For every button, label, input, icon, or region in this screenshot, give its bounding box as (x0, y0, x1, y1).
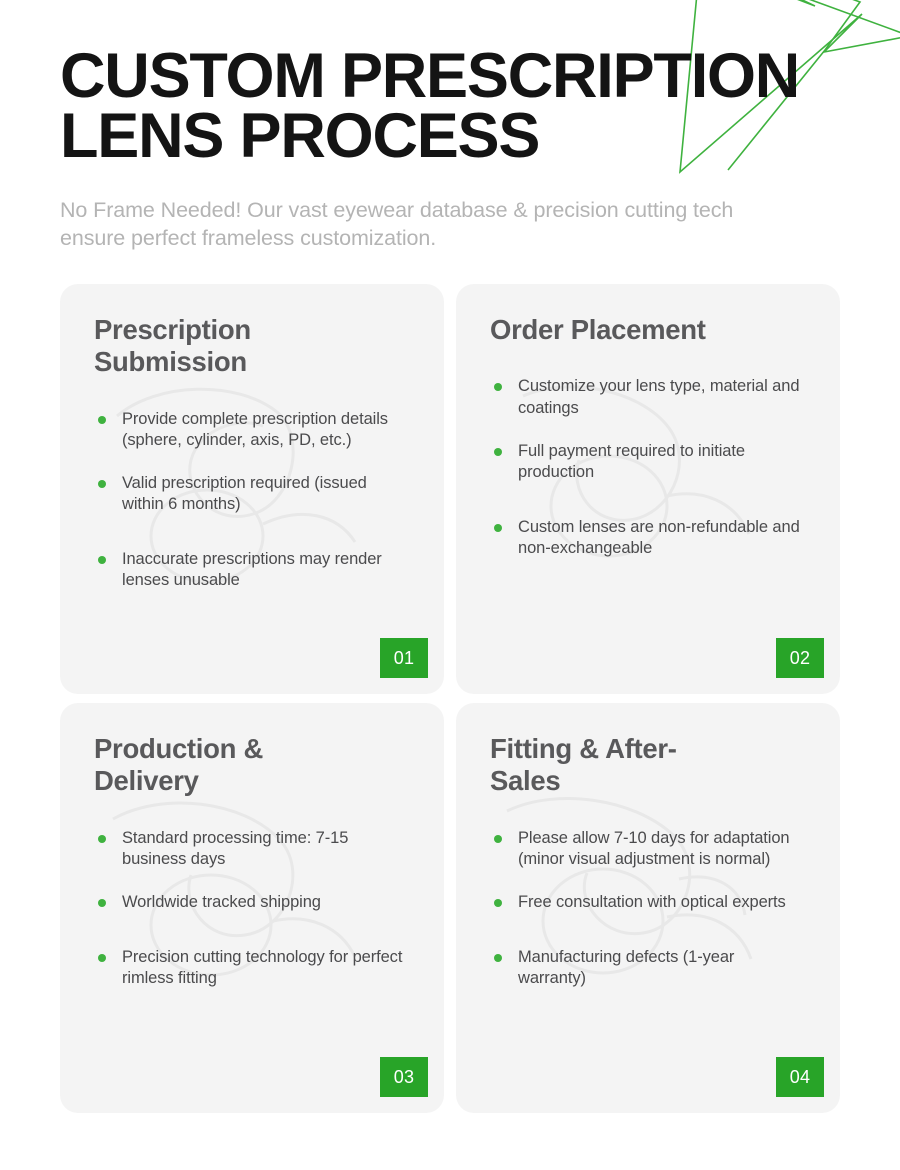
step-number-badge: 02 (776, 638, 824, 678)
card-bullet-list (490, 828, 806, 990)
card-title: Fitting & After-Sales (490, 733, 677, 797)
list-item: Custom lenses are non-refundable and non-exchangeable (490, 517, 806, 559)
list-item: Inaccurate prescriptions may render lenses unusable (94, 549, 410, 591)
list-item: Precision cutting technology for perfect rimless fitting (94, 947, 410, 989)
process-steps-grid (60, 284, 840, 1113)
step-number-badge: 04 (776, 1057, 824, 1097)
card-title: Prescription Submission (94, 314, 251, 378)
card-title: Order Placement (490, 314, 706, 345)
list-item: Free consultation with optical experts (490, 892, 806, 913)
list-item: Manufacturing defects (1-year warranty) (490, 947, 806, 989)
step-card-01 (60, 284, 444, 694)
page-title: CUSTOM PRESCRIPTION LENS PROCESS (60, 41, 800, 172)
list-item: Provide complete prescription details (sphere, cylinder, axis, PD, etc.) (94, 409, 410, 451)
list-item: Standard processing time: 7-15 business days (94, 828, 410, 870)
step-card-04 (456, 703, 840, 1113)
card-bullet-list (94, 828, 410, 990)
list-item: Full payment required to initiate production (490, 441, 806, 483)
page-subtitle: No Frame Needed! Our vast eyewear database & precision cutting tech ensure perfect frameless customization. (60, 197, 734, 250)
step-card-02 (456, 284, 840, 694)
card-title: Production & Delivery (94, 733, 264, 797)
list-item: Worldwide tracked shipping (94, 892, 410, 913)
step-card-03 (60, 703, 444, 1113)
step-number-badge: 01 (380, 638, 428, 678)
poster-header (60, 41, 850, 253)
list-item: Valid prescription required (issued within 6 months) (94, 473, 410, 515)
list-item: Please allow 7-10 days for adaptation (minor visual adjustment is normal) (490, 828, 806, 870)
step-number-badge: 03 (380, 1057, 428, 1097)
list-item: Customize your lens type, material and coatings (490, 376, 806, 418)
card-bullet-list (94, 409, 410, 592)
card-bullet-list (490, 376, 806, 559)
